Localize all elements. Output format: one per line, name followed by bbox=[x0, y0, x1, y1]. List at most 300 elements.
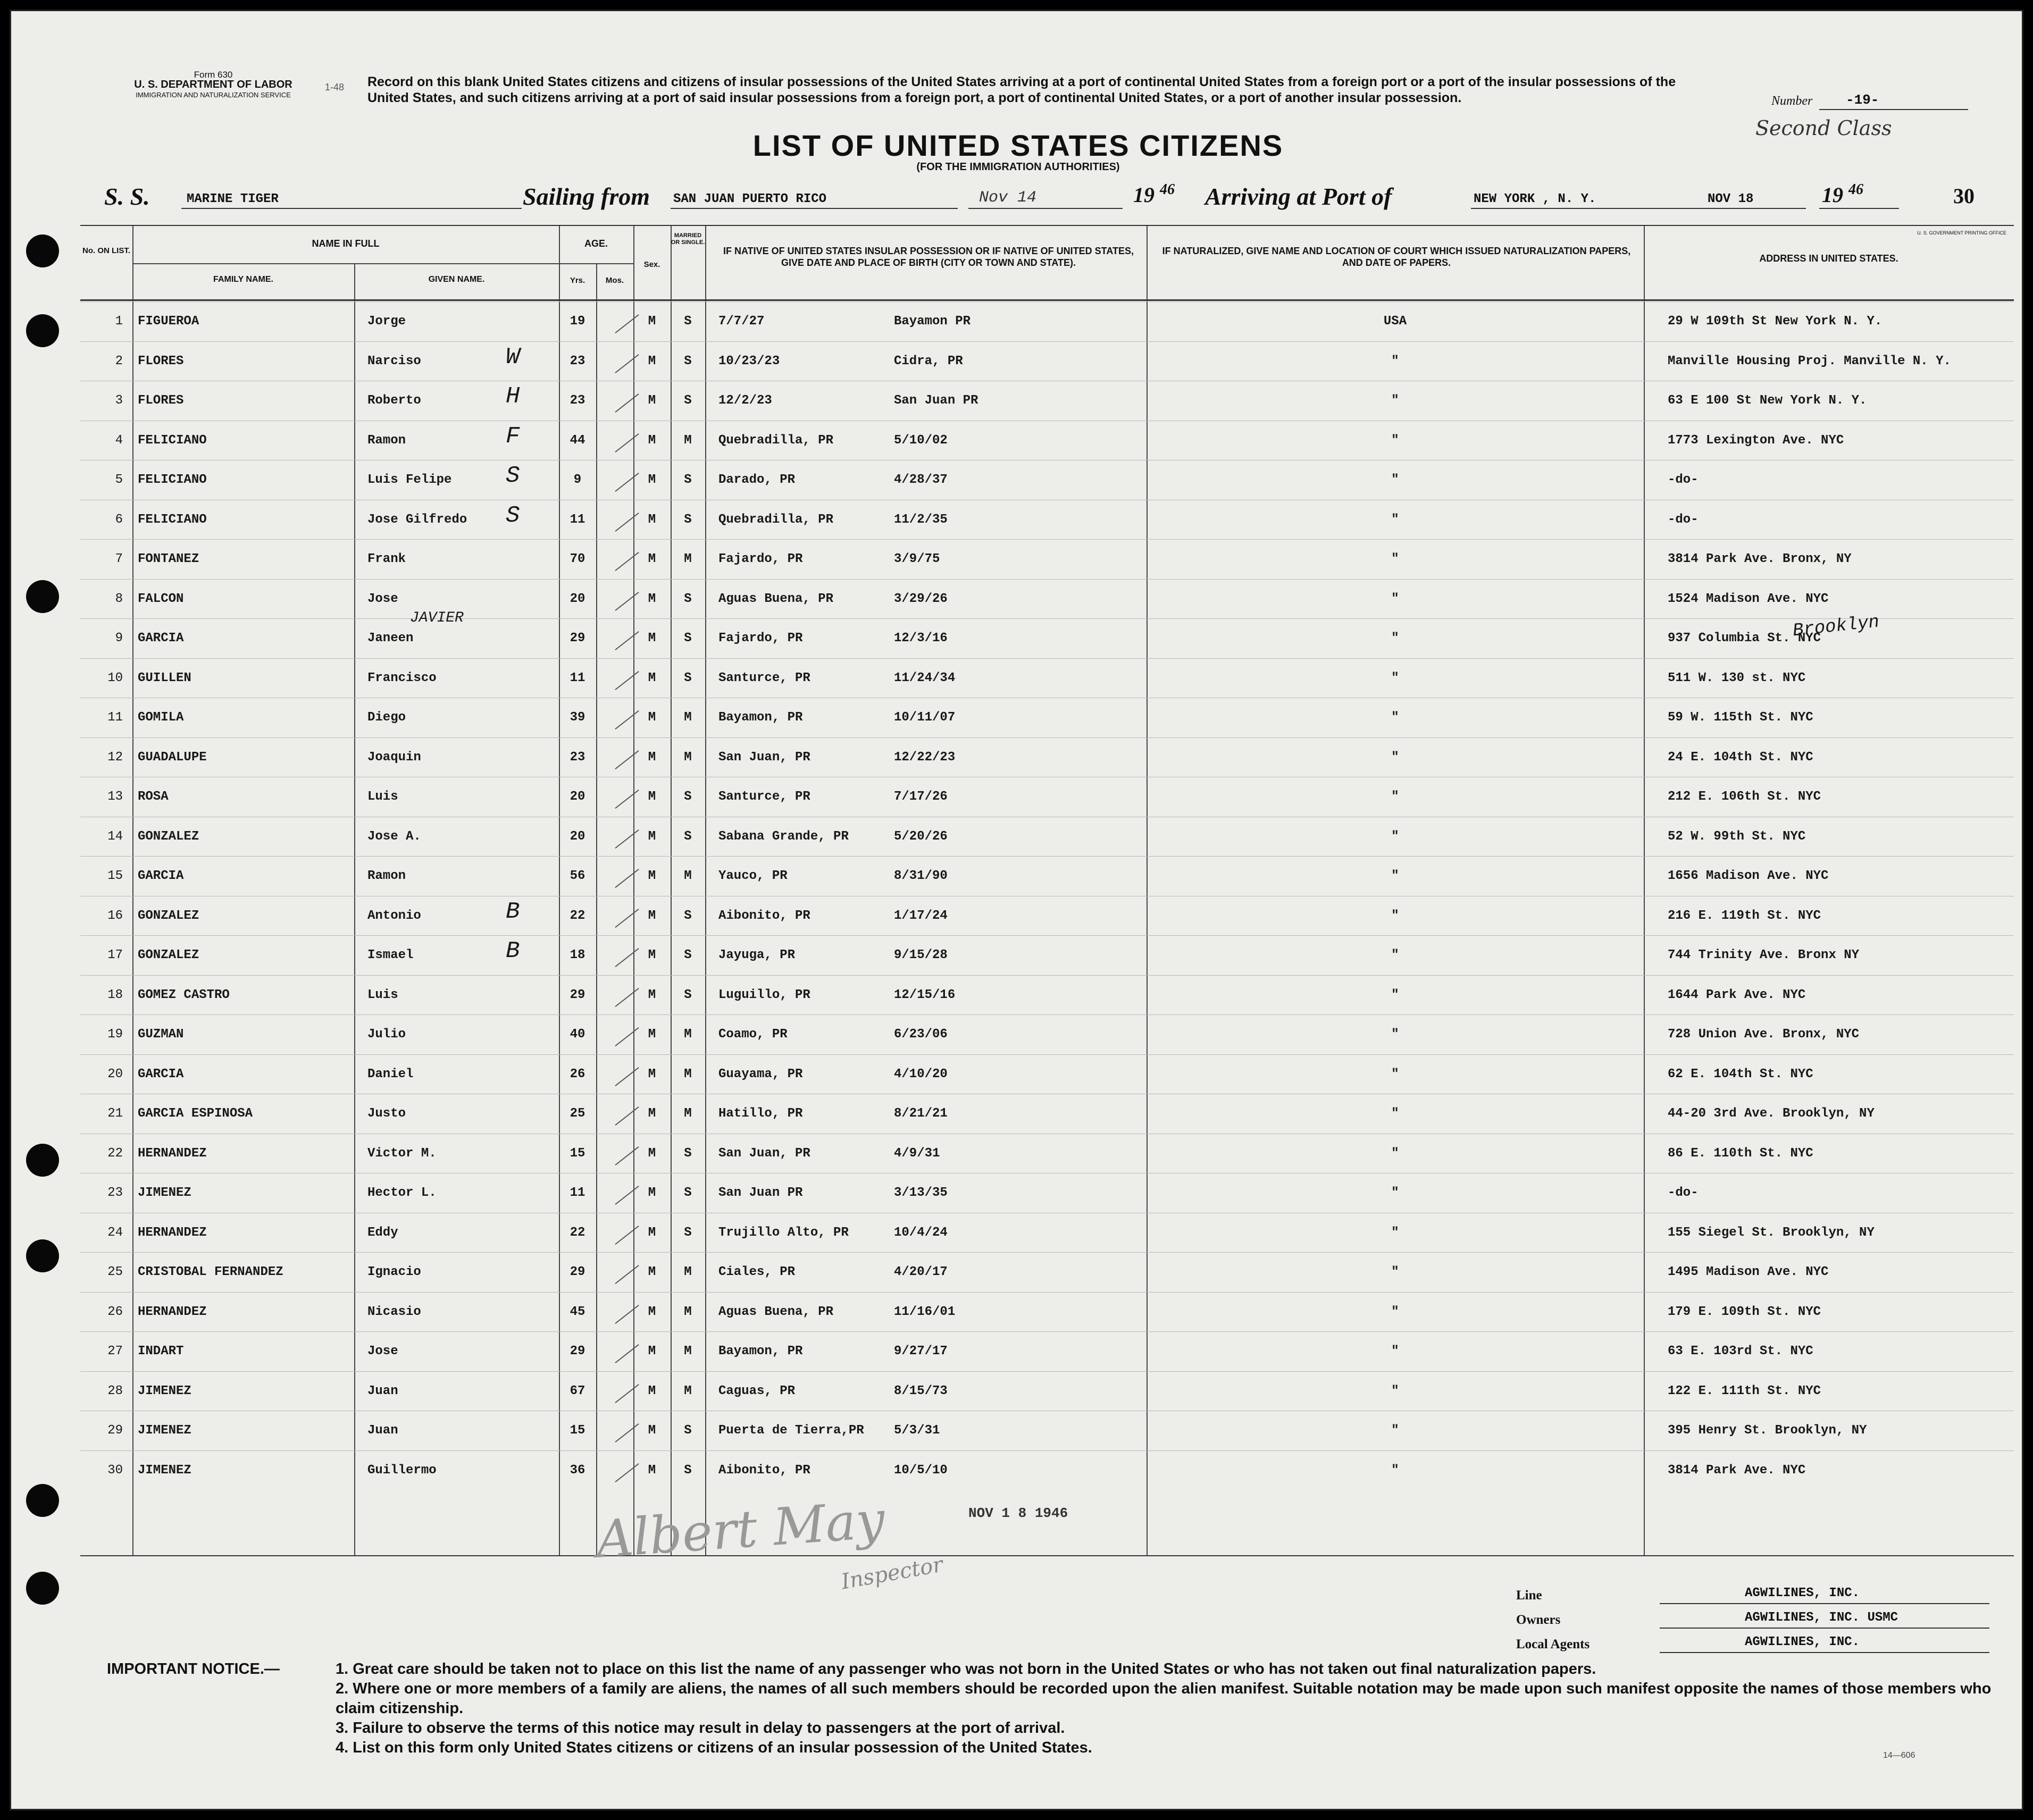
cell-given: Jose bbox=[367, 1344, 398, 1358]
cell-nat: " bbox=[1391, 1463, 1399, 1478]
cell-addr: 1495 Madison Ave. NYC bbox=[1668, 1265, 1829, 1279]
cell-family: GUADALUPE bbox=[138, 750, 207, 765]
number-underline bbox=[1819, 109, 1968, 110]
cell-b2: 12/3/16 bbox=[894, 631, 948, 645]
cell-sex: M bbox=[648, 1265, 656, 1279]
departure-port: SAN JUAN PUERTO RICO bbox=[673, 192, 827, 206]
cell-nat: " bbox=[1391, 473, 1399, 487]
cell-family: HERNANDEZ bbox=[138, 1146, 207, 1161]
punch-hole bbox=[26, 1144, 59, 1177]
cell-age: 9 bbox=[573, 473, 582, 487]
cell-family: CRISTOBAL FERNANDEZ bbox=[138, 1265, 283, 1279]
form-info bbox=[75, 70, 352, 100]
cell-family: GARCIA bbox=[138, 631, 184, 645]
cell-family: FELICIANO bbox=[138, 473, 207, 487]
signature-name: Albert May bbox=[594, 1490, 887, 1570]
cell-no: 2 bbox=[115, 354, 123, 368]
cell-nat: " bbox=[1391, 670, 1399, 685]
arrival-port: NEW YORK , N. Y. bbox=[1474, 192, 1596, 206]
cell-ms: M bbox=[684, 433, 692, 448]
cell-given: Antonio bbox=[367, 908, 421, 923]
cell-nat: " bbox=[1391, 829, 1399, 844]
cell-addr: 3814 Park Ave. NYC bbox=[1668, 1463, 1806, 1478]
notice-item: 4. List on this form only United States citizens or citizens of an insular possession of the United States. bbox=[336, 1739, 1092, 1756]
cell-b2: 5/3/31 bbox=[894, 1423, 940, 1438]
cell-b1: Quebradilla, PR bbox=[718, 512, 834, 527]
cell-ms: S bbox=[684, 631, 692, 645]
cell-sex: M bbox=[648, 1304, 656, 1319]
cell-age: 67 bbox=[570, 1383, 585, 1398]
cell-given: Ismael bbox=[367, 948, 414, 962]
handwritten-note: S bbox=[506, 502, 520, 529]
cell-nat: " bbox=[1391, 393, 1399, 408]
cell-given: Daniel bbox=[367, 1067, 414, 1081]
cell-b2: 4/9/31 bbox=[894, 1146, 940, 1161]
manifest-sheet bbox=[10, 10, 2023, 1810]
cell-addr: 63 E. 103rd St. NYC bbox=[1668, 1344, 1813, 1358]
cell-b2: 5/20/26 bbox=[894, 829, 948, 844]
cell-ms: S bbox=[684, 354, 692, 368]
cell-b1: 10/23/23 bbox=[718, 354, 780, 368]
cell-nat: " bbox=[1391, 1423, 1399, 1438]
cell-no: 4 bbox=[115, 433, 123, 448]
cell-family: GONZALEZ bbox=[138, 948, 199, 962]
cell-ms: M bbox=[684, 1344, 692, 1358]
cell-b1: 12/2/23 bbox=[718, 393, 772, 408]
cell-b1: 7/7/27 bbox=[718, 314, 765, 329]
cell-given: Hector L. bbox=[367, 1186, 437, 1200]
cell-sex: M bbox=[648, 1106, 656, 1121]
cell-addr: -do- bbox=[1668, 473, 1699, 487]
date-underline bbox=[968, 208, 1123, 209]
number-value: -19- bbox=[1846, 92, 1879, 108]
cell-b2: Bayamon PR bbox=[894, 314, 971, 329]
cell-no: 29 bbox=[107, 1423, 123, 1438]
cell-sex: M bbox=[648, 631, 656, 645]
cell-age: 15 bbox=[570, 1146, 585, 1161]
cell-age: 40 bbox=[570, 1027, 585, 1042]
cell-no: 7 bbox=[115, 552, 123, 566]
agents-value: AGWILINES, INC. bbox=[1745, 1635, 1860, 1649]
table-row bbox=[80, 856, 2014, 896]
cell-sex: M bbox=[648, 433, 656, 448]
cell-sex: M bbox=[648, 1146, 656, 1161]
table-row bbox=[80, 698, 2014, 737]
table-row bbox=[80, 975, 2014, 1015]
cell-nat: " bbox=[1391, 750, 1399, 765]
cell-addr: 1524 Madison Ave. NYC bbox=[1668, 591, 1829, 606]
cell-no: 23 bbox=[107, 1186, 123, 1200]
cell-sex: M bbox=[648, 670, 656, 685]
cell-given: Victor M. bbox=[367, 1146, 437, 1161]
cell-age: 25 bbox=[570, 1106, 585, 1121]
cell-sex: M bbox=[648, 1344, 656, 1358]
cell-family: GONZALEZ bbox=[138, 829, 199, 844]
cell-addr: Manville Housing Proj. Manville N. Y. bbox=[1668, 354, 1951, 368]
header-bottom bbox=[80, 299, 2014, 301]
cell-sex: M bbox=[648, 512, 656, 527]
arrival-year: 46 bbox=[1848, 181, 1863, 198]
ship-underline bbox=[181, 208, 522, 209]
cell-family: GONZALEZ bbox=[138, 908, 199, 923]
cell-b2: 3/29/26 bbox=[894, 591, 948, 606]
table-row bbox=[80, 935, 2014, 975]
cell-addr: 3814 Park Ave. Bronx, NY bbox=[1668, 552, 1852, 566]
cell-ms: S bbox=[684, 790, 692, 804]
cell-nat: " bbox=[1391, 869, 1399, 883]
cell-addr: 395 Henry St. Brooklyn, NY bbox=[1668, 1423, 1867, 1438]
cell-age: 15 bbox=[570, 1423, 585, 1438]
cell-no: 20 bbox=[107, 1067, 123, 1081]
punch-hole bbox=[26, 580, 59, 613]
cell-b1: Trujillo Alto, PR bbox=[718, 1225, 849, 1240]
cell-age: 45 bbox=[570, 1304, 585, 1319]
cell-no: 13 bbox=[107, 790, 123, 804]
port-underline bbox=[1471, 208, 1806, 209]
cell-sex: M bbox=[648, 314, 656, 329]
cell-b1: Santurce, PR bbox=[718, 790, 810, 804]
cell-ms: S bbox=[684, 1423, 692, 1438]
cell-sex: M bbox=[648, 393, 656, 408]
cell-family: FELICIANO bbox=[138, 433, 207, 448]
header-given: GIVEN NAME. bbox=[428, 275, 485, 284]
cell-sex: M bbox=[648, 710, 656, 725]
cell-addr: 63 E 100 St New York N. Y. bbox=[1668, 393, 1867, 408]
punch-hole bbox=[26, 1239, 59, 1272]
cell-age: 29 bbox=[570, 631, 585, 645]
cell-nat: " bbox=[1391, 1146, 1399, 1161]
cell-sex: M bbox=[648, 750, 656, 765]
cell-nat: " bbox=[1391, 354, 1399, 368]
cell-given: Diego bbox=[367, 710, 406, 725]
owners-underline bbox=[1660, 1603, 1989, 1604]
cell-family: HERNANDEZ bbox=[138, 1225, 207, 1240]
cell-given: Eddy bbox=[367, 1225, 398, 1240]
arriving-label: Arriving at Port of bbox=[1205, 183, 1392, 210]
cell-addr: 212 E. 106th St. NYC bbox=[1668, 790, 1821, 804]
cell-b2: 3/13/35 bbox=[894, 1186, 948, 1200]
cell-family: GOMEZ CASTRO bbox=[138, 987, 230, 1002]
cell-given: Jose bbox=[367, 591, 398, 606]
cell-given: Justo bbox=[367, 1106, 406, 1121]
cell-age: 29 bbox=[570, 1265, 585, 1279]
cell-b1: San Juan PR bbox=[718, 1186, 803, 1200]
table-row bbox=[80, 1411, 2014, 1450]
cell-age: 56 bbox=[570, 869, 585, 883]
form-number: Form 630 bbox=[194, 70, 233, 80]
cell-addr: 1656 Madison Ave. NYC bbox=[1668, 869, 1829, 883]
cell-nat: " bbox=[1391, 512, 1399, 527]
cell-b2: 3/9/75 bbox=[894, 552, 940, 566]
cell-age: 11 bbox=[570, 670, 585, 685]
cell-b2: 8/31/90 bbox=[894, 869, 948, 883]
table-row bbox=[80, 1292, 2014, 1332]
table-row bbox=[80, 896, 2014, 936]
cell-addr: 62 E. 104th St. NYC bbox=[1668, 1067, 1813, 1081]
page-title: LIST OF UNITED STATES CITIZENS bbox=[752, 129, 1284, 162]
cell-addr: -do- bbox=[1668, 512, 1699, 527]
cell-addr: 216 E. 119th St. NYC bbox=[1668, 908, 1821, 923]
cell-no: 16 bbox=[107, 908, 123, 923]
table-row bbox=[80, 381, 2014, 421]
cell-b2: Cidra, PR bbox=[894, 354, 963, 368]
table-row bbox=[80, 658, 2014, 698]
cell-no: 19 bbox=[107, 1027, 123, 1042]
cell-addr: 24 E. 104th St. NYC bbox=[1668, 750, 1813, 765]
cell-no: 30 bbox=[107, 1463, 123, 1478]
cell-no: 24 bbox=[107, 1225, 123, 1240]
cell-given: Luis bbox=[367, 790, 398, 804]
cell-no: 28 bbox=[107, 1383, 123, 1398]
cell-given: Nicasio bbox=[367, 1304, 421, 1319]
handwritten-note: W bbox=[506, 343, 520, 371]
cell-ms: S bbox=[684, 1186, 692, 1200]
cell-sex: M bbox=[648, 473, 656, 487]
cell-no: 5 bbox=[115, 473, 123, 487]
cell-b1: Santurce, PR bbox=[718, 670, 810, 685]
header-mos: Mos. bbox=[605, 276, 624, 285]
cell-addr: 937 Columbia St. NYC bbox=[1668, 631, 1821, 645]
cell-b2: 4/20/17 bbox=[894, 1265, 948, 1279]
cell-sex: M bbox=[648, 1423, 656, 1438]
table-row bbox=[80, 1134, 2014, 1173]
cell-ms: M bbox=[684, 1067, 692, 1081]
handwritten-note: JAVIER bbox=[410, 610, 464, 626]
cell-b1: Jayuga, PR bbox=[718, 948, 796, 962]
cell-family: GUILLEN bbox=[138, 670, 191, 685]
cell-ms: S bbox=[684, 1146, 692, 1161]
header-address: ADDRESS IN UNITED STATES. bbox=[1759, 253, 1898, 264]
arrival-date: NOV 18 bbox=[1708, 192, 1754, 206]
cell-ms: S bbox=[684, 1225, 692, 1240]
table-row bbox=[80, 737, 2014, 777]
cell-given: Ramon bbox=[367, 433, 406, 448]
cell-age: 29 bbox=[570, 1344, 585, 1358]
cell-no: 15 bbox=[107, 869, 123, 883]
cell-no: 25 bbox=[107, 1265, 123, 1279]
cell-addr: 44-20 3rd Ave. Brooklyn, NY bbox=[1668, 1106, 1875, 1121]
table-row bbox=[80, 610, 2014, 658]
cell-b2: 6/23/06 bbox=[894, 1027, 948, 1042]
cell-given: Roberto bbox=[367, 393, 421, 408]
cell-given: Jose Gilfredo bbox=[367, 512, 467, 527]
year-prefix-2: 19 bbox=[1822, 183, 1843, 207]
cell-ms: S bbox=[684, 1463, 692, 1478]
cell-b1: Puerta de Tierra,PR bbox=[718, 1423, 864, 1438]
cell-age: 70 bbox=[570, 552, 585, 566]
table-row bbox=[80, 777, 2014, 817]
header-no: No. ON LIST. bbox=[82, 246, 130, 255]
cell-b1: Caguas, PR bbox=[718, 1383, 796, 1398]
cell-addr: 744 Trinity Ave. Bronx NY bbox=[1668, 948, 1860, 962]
cell-addr: 1644 Park Ave. NYC bbox=[1668, 987, 1806, 1002]
table-row bbox=[80, 421, 2014, 460]
table-row bbox=[80, 1094, 2014, 1134]
cell-ms: M bbox=[684, 869, 692, 883]
cell-sex: M bbox=[648, 987, 656, 1002]
departure-date: Nov 14 bbox=[979, 189, 1037, 207]
cell-sex: M bbox=[648, 1225, 656, 1240]
inspector-signature bbox=[594, 1490, 945, 1595]
cell-addr: -do- bbox=[1668, 1186, 1699, 1200]
cell-age: 20 bbox=[570, 829, 585, 844]
cell-b2: 9/15/28 bbox=[894, 948, 948, 962]
cell-b2: 8/21/21 bbox=[894, 1106, 948, 1121]
punch-hole bbox=[26, 1484, 59, 1517]
cell-b1: Fajardo, PR bbox=[718, 631, 803, 645]
cell-age: 23 bbox=[570, 354, 585, 368]
cell-ms: M bbox=[684, 1106, 692, 1121]
cell-family: INDART bbox=[138, 1344, 184, 1358]
cell-ms: S bbox=[684, 908, 692, 923]
cell-sex: M bbox=[648, 1027, 656, 1042]
cell-given: Luis Felipe bbox=[367, 473, 452, 487]
printer-credit: U. S. GOVERNMENT PRINTING OFFICE bbox=[1917, 230, 2006, 236]
cell-ms: S bbox=[684, 473, 692, 487]
form-instructions: Record on this blank United States citizens and citizens of insular possessions of the United States arriving at a port of continental United States from a foreign port or a port of the insular possessions of the United States, and such citizens arriving at a port of said insular possessions from a foreign port, a port of continental United States, or a port of another insular possession. bbox=[367, 74, 1676, 105]
cell-nat: " bbox=[1391, 1186, 1399, 1200]
cell-sex: M bbox=[648, 591, 656, 606]
table-row bbox=[80, 1173, 2014, 1213]
header-married: MARRIED OR SINGLE. bbox=[671, 232, 705, 246]
cell-b1: Bayamon, PR bbox=[718, 710, 803, 725]
cell-ms: M bbox=[684, 1265, 692, 1279]
cell-no: 8 bbox=[115, 591, 123, 606]
cell-age: 36 bbox=[570, 1463, 585, 1478]
cell-nat: " bbox=[1391, 1067, 1399, 1081]
cell-family: JIMENEZ bbox=[138, 1463, 191, 1478]
cell-age: 23 bbox=[570, 750, 585, 765]
service-name: IMMIGRATION AND NATURALIZATION SERVICE bbox=[136, 91, 291, 99]
cell-b1: Coamo, PR bbox=[718, 1027, 788, 1042]
cell-nat: " bbox=[1391, 552, 1399, 566]
signature-title: Inspector bbox=[839, 1552, 945, 1595]
cell-b1: Hatillo, PR bbox=[718, 1106, 803, 1121]
cell-family: HERNANDEZ bbox=[138, 1304, 207, 1319]
cell-no: 21 bbox=[107, 1106, 123, 1121]
departure-year: 46 bbox=[1160, 181, 1175, 198]
name-subdivider bbox=[132, 263, 559, 264]
cell-nat: " bbox=[1391, 1027, 1399, 1042]
cell-sex: M bbox=[648, 1463, 656, 1478]
year-underline bbox=[1819, 208, 1899, 209]
cell-given: Ignacio bbox=[367, 1265, 421, 1279]
cell-addr: 728 Union Ave. Bronx, NYC bbox=[1668, 1027, 1860, 1042]
cell-nat: " bbox=[1391, 908, 1399, 923]
cell-given: Jose A. bbox=[367, 829, 421, 844]
cell-no: 6 bbox=[115, 512, 123, 527]
form-ref: 1-48 bbox=[325, 82, 345, 93]
cell-b2: San Juan PR bbox=[894, 393, 978, 408]
cell-addr: 1773 Lexington Ave. NYC bbox=[1668, 433, 1844, 448]
cell-sex: M bbox=[648, 790, 656, 804]
important-notice bbox=[59, 1659, 2000, 1758]
cell-age: 29 bbox=[570, 987, 585, 1002]
cell-family: ROSA bbox=[138, 790, 169, 804]
cell-b2: 8/15/73 bbox=[894, 1383, 948, 1398]
cell-nat: " bbox=[1391, 948, 1399, 962]
handwritten-note: B bbox=[506, 938, 520, 964]
cell-age: 39 bbox=[570, 710, 585, 725]
notice-item: 1. Great care should be taken not to place on this list the name of any passenger who was not born in the United States or who has not taken out final naturalization papers. bbox=[336, 1660, 1596, 1678]
cell-b1: Luguillo, PR bbox=[718, 987, 810, 1002]
cell-ms: M bbox=[684, 1027, 692, 1042]
cell-no: 9 bbox=[115, 631, 123, 645]
punch-hole bbox=[26, 1572, 59, 1605]
header-family: FAMILY NAME. bbox=[213, 275, 273, 284]
cell-no: 26 bbox=[107, 1304, 123, 1319]
cell-no: 1 bbox=[115, 314, 123, 329]
cell-given: Julio bbox=[367, 1027, 406, 1042]
cell-nat: " bbox=[1391, 1383, 1399, 1398]
table-row bbox=[80, 1054, 2014, 1094]
cell-family: GOMILA bbox=[138, 710, 184, 725]
handwritten-address-note: Brooklyn bbox=[1792, 612, 1880, 642]
cell-b1: San Juan, PR bbox=[718, 750, 810, 765]
table-row bbox=[80, 1213, 2014, 1253]
cell-sex: M bbox=[648, 1186, 656, 1200]
sailing-label: Sailing from bbox=[523, 183, 650, 210]
table-row bbox=[80, 1014, 2014, 1054]
punch-hole bbox=[26, 314, 59, 347]
cell-given: Francisco bbox=[367, 670, 437, 685]
cell-given: Frank bbox=[367, 552, 406, 566]
line-label: Line bbox=[1516, 1588, 1542, 1603]
cell-nat: " bbox=[1391, 591, 1399, 606]
cell-b2: 11/24/34 bbox=[894, 670, 956, 685]
cell-nat: " bbox=[1391, 1265, 1399, 1279]
date-stamp: NOV 1 8 1946 bbox=[968, 1505, 1068, 1521]
cell-b1: San Juan, PR bbox=[718, 1146, 810, 1161]
cell-family: GARCIA bbox=[138, 1067, 184, 1081]
class-note: Second Class bbox=[1755, 116, 1892, 140]
from-underline bbox=[671, 208, 958, 209]
cell-ms: S bbox=[684, 670, 692, 685]
cell-nat: " bbox=[1391, 1304, 1399, 1319]
cell-b2: 5/10/02 bbox=[894, 433, 948, 448]
cell-nat: " bbox=[1391, 1225, 1399, 1240]
cell-given: Janeen bbox=[367, 631, 414, 645]
owners-label: Owners bbox=[1516, 1613, 1561, 1627]
line-value: AGWILINES, INC. bbox=[1745, 1586, 1860, 1600]
cell-family: FONTANEZ bbox=[138, 552, 199, 566]
cell-b1: Quebradilla, PR bbox=[718, 433, 834, 448]
cell-nat: " bbox=[1391, 987, 1399, 1002]
cell-b2: 10/4/24 bbox=[894, 1225, 948, 1240]
cell-addr: 86 E. 110th St. NYC bbox=[1668, 1146, 1813, 1161]
cell-b2: 12/22/23 bbox=[894, 750, 956, 765]
cell-given: Juan bbox=[367, 1383, 398, 1398]
cell-sex: M bbox=[648, 354, 656, 368]
cell-family: GUZMAN bbox=[138, 1027, 184, 1042]
cell-b1: Aibonito, PR bbox=[718, 1463, 810, 1478]
cell-addr: 511 W. 130 st. NYC bbox=[1668, 670, 1806, 685]
cell-no: 11 bbox=[107, 710, 123, 725]
punch-hole bbox=[26, 234, 59, 267]
page-subtitle: (FOR THE IMMIGRATION AUTHORITIES) bbox=[916, 161, 1120, 173]
cell-addr: 52 W. 99th St. NYC bbox=[1668, 829, 1806, 844]
cell-sex: M bbox=[648, 869, 656, 883]
ship-name: MARINE TIGER bbox=[187, 192, 279, 206]
handwritten-note: H bbox=[506, 383, 520, 410]
table-row bbox=[80, 1331, 2014, 1371]
cell-b2: 10/11/07 bbox=[894, 710, 956, 725]
cell-b2: 11/16/01 bbox=[894, 1304, 956, 1319]
table-row bbox=[80, 1450, 2014, 1490]
cell-ms: S bbox=[684, 829, 692, 844]
cell-family: FALCON bbox=[138, 591, 184, 606]
cell-b1: Aibonito, PR bbox=[718, 908, 810, 923]
